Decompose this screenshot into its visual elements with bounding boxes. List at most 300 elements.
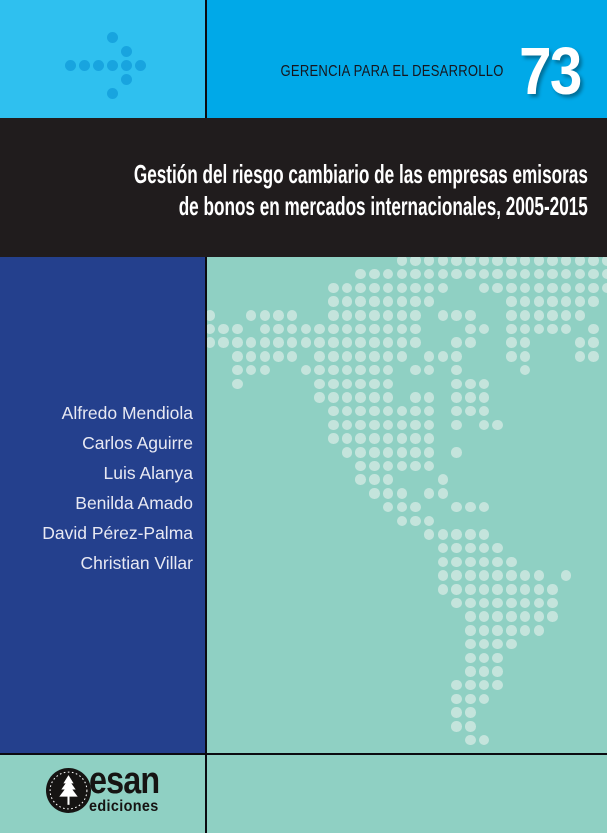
map-dot bbox=[410, 310, 421, 321]
map-dot bbox=[342, 296, 353, 307]
arrow-dot bbox=[93, 60, 104, 71]
map-dot bbox=[383, 337, 394, 348]
map-dot bbox=[575, 257, 586, 266]
map-dot bbox=[260, 351, 271, 362]
map-dot bbox=[301, 365, 312, 376]
map-dot bbox=[479, 584, 490, 595]
map-dot bbox=[342, 392, 353, 403]
map-dot bbox=[383, 365, 394, 376]
map-dot bbox=[492, 420, 503, 431]
map-dot bbox=[328, 392, 339, 403]
map-dot bbox=[397, 296, 408, 307]
map-dot bbox=[602, 257, 607, 266]
map-dot bbox=[369, 420, 380, 431]
map-dot bbox=[588, 351, 599, 362]
map-dot bbox=[397, 420, 408, 431]
title-band bbox=[0, 118, 607, 257]
map-dot bbox=[492, 653, 503, 664]
map-dot bbox=[492, 257, 503, 266]
map-dot bbox=[260, 310, 271, 321]
map-dot bbox=[424, 461, 435, 472]
map-dot bbox=[520, 283, 531, 294]
map-dot bbox=[451, 379, 462, 390]
arrow-dot bbox=[107, 88, 118, 99]
map-dot bbox=[410, 420, 421, 431]
map-dot bbox=[424, 257, 435, 266]
map-dot bbox=[355, 433, 366, 444]
map-dot bbox=[465, 625, 476, 636]
map-dot bbox=[465, 392, 476, 403]
map-dot bbox=[369, 337, 380, 348]
arrow-dot bbox=[107, 60, 118, 71]
map-dot bbox=[383, 474, 394, 485]
map-dot bbox=[479, 502, 490, 513]
author-name: Benilda Amado bbox=[75, 493, 193, 513]
map-dot bbox=[355, 474, 366, 485]
map-dot bbox=[369, 488, 380, 499]
arrow-dot bbox=[121, 74, 132, 85]
map-dot bbox=[355, 392, 366, 403]
map-dot bbox=[465, 666, 476, 677]
map-dot bbox=[383, 488, 394, 499]
map-dot bbox=[397, 324, 408, 335]
map-dot bbox=[479, 680, 490, 691]
map-dot bbox=[328, 379, 339, 390]
map-dot bbox=[547, 324, 558, 335]
map-dot bbox=[492, 666, 503, 677]
map-dot bbox=[465, 324, 476, 335]
map-dot bbox=[506, 351, 517, 362]
map-dot bbox=[355, 296, 366, 307]
map-dot bbox=[397, 269, 408, 280]
author-name: David Pérez-Palma bbox=[42, 523, 193, 543]
publisher-block bbox=[0, 755, 205, 833]
map-dot bbox=[451, 529, 462, 540]
map-dot bbox=[561, 269, 572, 280]
map-dot bbox=[410, 269, 421, 280]
map-dot bbox=[369, 433, 380, 444]
map-dot bbox=[287, 324, 298, 335]
map-dot bbox=[534, 283, 545, 294]
map-dot bbox=[561, 296, 572, 307]
map-dot bbox=[547, 598, 558, 609]
map-dot bbox=[492, 598, 503, 609]
publisher-wordmark bbox=[89, 760, 172, 815]
map-dot bbox=[588, 257, 599, 266]
map-dot bbox=[397, 406, 408, 417]
map-dot bbox=[547, 584, 558, 595]
map-dot bbox=[465, 557, 476, 568]
map-dot bbox=[273, 310, 284, 321]
map-dot bbox=[342, 433, 353, 444]
map-dot bbox=[451, 543, 462, 554]
map-dot bbox=[465, 337, 476, 348]
map-dot bbox=[506, 557, 517, 568]
map-dot bbox=[479, 735, 490, 746]
map-dot bbox=[369, 474, 380, 485]
map-dot bbox=[451, 721, 462, 732]
map-dot bbox=[534, 310, 545, 321]
map-dot bbox=[424, 365, 435, 376]
map-dot bbox=[246, 310, 257, 321]
map-dot bbox=[424, 433, 435, 444]
map-dot bbox=[479, 543, 490, 554]
map-dot bbox=[479, 324, 490, 335]
map-dot bbox=[383, 392, 394, 403]
map-dot bbox=[207, 310, 215, 321]
map-dot bbox=[520, 351, 531, 362]
map-dot bbox=[438, 570, 449, 581]
map-dot bbox=[328, 351, 339, 362]
map-dot bbox=[218, 337, 229, 348]
map-dot bbox=[479, 557, 490, 568]
map-dot bbox=[451, 598, 462, 609]
map-dot bbox=[506, 337, 517, 348]
esan-tree-seal-icon bbox=[46, 768, 91, 813]
map-dot bbox=[246, 337, 257, 348]
map-dot bbox=[383, 283, 394, 294]
map-dot bbox=[588, 283, 599, 294]
map-dot bbox=[260, 324, 271, 335]
map-dot bbox=[273, 351, 284, 362]
map-dot bbox=[232, 337, 243, 348]
map-dot bbox=[207, 324, 215, 335]
map-dot bbox=[314, 324, 325, 335]
map-dot bbox=[410, 516, 421, 527]
map-dot bbox=[207, 337, 215, 348]
arrow-dot bbox=[135, 60, 146, 71]
map-dot bbox=[355, 379, 366, 390]
map-dot bbox=[547, 310, 558, 321]
series-title: GERENCIA PARA EL DESARROLLO bbox=[280, 63, 504, 80]
map-dot bbox=[328, 433, 339, 444]
arrow-dot bbox=[121, 60, 132, 71]
map-dot bbox=[479, 283, 490, 294]
map-dot bbox=[383, 351, 394, 362]
map-dot bbox=[342, 447, 353, 458]
map-dot bbox=[534, 570, 545, 581]
map-dot bbox=[410, 461, 421, 472]
map-dot bbox=[465, 611, 476, 622]
map-dot bbox=[492, 625, 503, 636]
map-dot bbox=[328, 283, 339, 294]
map-dot bbox=[520, 611, 531, 622]
map-dot bbox=[451, 351, 462, 362]
map-dot bbox=[479, 694, 490, 705]
map-dot bbox=[534, 598, 545, 609]
arrow-dot bbox=[65, 60, 76, 71]
map-dot bbox=[369, 365, 380, 376]
map-dot bbox=[534, 324, 545, 335]
map-dot bbox=[451, 584, 462, 595]
map-dot bbox=[520, 310, 531, 321]
map-dot bbox=[355, 351, 366, 362]
map-dot bbox=[547, 611, 558, 622]
map-dot bbox=[314, 379, 325, 390]
map-dot bbox=[465, 721, 476, 732]
map-dot bbox=[575, 283, 586, 294]
map-dot bbox=[438, 474, 449, 485]
map-dot bbox=[342, 365, 353, 376]
author-name: Christian Villar bbox=[80, 553, 193, 573]
map-dot bbox=[342, 406, 353, 417]
map-dot bbox=[451, 680, 462, 691]
map-dot bbox=[588, 324, 599, 335]
map-dot bbox=[424, 529, 435, 540]
map-dot bbox=[424, 269, 435, 280]
map-dot bbox=[451, 502, 462, 513]
map-dot bbox=[355, 447, 366, 458]
map-dot bbox=[438, 543, 449, 554]
map-dot bbox=[492, 283, 503, 294]
map-dot bbox=[588, 296, 599, 307]
map-dot bbox=[465, 598, 476, 609]
map-dot bbox=[342, 310, 353, 321]
map-dot bbox=[492, 639, 503, 650]
map-dot bbox=[397, 447, 408, 458]
map-dot bbox=[232, 365, 243, 376]
map-dot bbox=[492, 680, 503, 691]
map-dot bbox=[410, 433, 421, 444]
map-dot bbox=[479, 570, 490, 581]
map-dot bbox=[479, 653, 490, 664]
map-dot bbox=[506, 639, 517, 650]
map-dot bbox=[328, 406, 339, 417]
map-dot bbox=[410, 337, 421, 348]
map-dot bbox=[451, 365, 462, 376]
map-dot bbox=[561, 324, 572, 335]
map-dot bbox=[479, 611, 490, 622]
map-dot bbox=[534, 296, 545, 307]
footer-right-blank bbox=[207, 755, 607, 833]
map-dot bbox=[438, 584, 449, 595]
map-dot bbox=[410, 502, 421, 513]
book-title bbox=[134, 158, 588, 222]
authors-list bbox=[42, 398, 193, 578]
map-dot bbox=[575, 269, 586, 280]
map-dot bbox=[260, 337, 271, 348]
map-dot bbox=[547, 296, 558, 307]
map-dot bbox=[369, 283, 380, 294]
map-dot bbox=[369, 351, 380, 362]
map-dot bbox=[561, 257, 572, 266]
map-dot bbox=[465, 694, 476, 705]
map-dot bbox=[438, 529, 449, 540]
author-name: Luis Alanya bbox=[103, 463, 193, 483]
map-dot bbox=[314, 365, 325, 376]
arrow-dot bbox=[121, 46, 132, 57]
map-dot bbox=[479, 639, 490, 650]
map-dot bbox=[301, 337, 312, 348]
map-dot bbox=[588, 337, 599, 348]
map-dot bbox=[451, 257, 462, 266]
map-dot bbox=[547, 257, 558, 266]
map-dot bbox=[534, 269, 545, 280]
map-dot bbox=[397, 433, 408, 444]
map-dot bbox=[424, 406, 435, 417]
map-dot bbox=[520, 584, 531, 595]
map-dot bbox=[561, 310, 572, 321]
map-dot bbox=[342, 351, 353, 362]
map-dot bbox=[273, 337, 284, 348]
map-dot bbox=[520, 296, 531, 307]
map-dot bbox=[479, 257, 490, 266]
map-dot bbox=[397, 310, 408, 321]
map-dot bbox=[369, 310, 380, 321]
map-dot bbox=[506, 598, 517, 609]
map-dot bbox=[369, 324, 380, 335]
ediciones-label: ediciones bbox=[89, 798, 159, 815]
map-dot bbox=[410, 324, 421, 335]
map-dot bbox=[465, 529, 476, 540]
map-dot bbox=[383, 379, 394, 390]
map-dot bbox=[451, 269, 462, 280]
esan-arrow-logo-block bbox=[0, 0, 205, 118]
map-dot bbox=[520, 598, 531, 609]
map-dot bbox=[342, 379, 353, 390]
map-dot bbox=[451, 570, 462, 581]
map-dot bbox=[465, 406, 476, 417]
map-dot bbox=[575, 296, 586, 307]
map-dot bbox=[328, 365, 339, 376]
map-dot bbox=[534, 257, 545, 266]
map-dot bbox=[410, 406, 421, 417]
map-dot bbox=[383, 310, 394, 321]
map-dot bbox=[369, 406, 380, 417]
map-dot bbox=[492, 611, 503, 622]
map-dot bbox=[506, 324, 517, 335]
map-dot bbox=[424, 488, 435, 499]
map-dot bbox=[328, 324, 339, 335]
series-block bbox=[207, 0, 607, 118]
map-dot bbox=[492, 269, 503, 280]
map-dot bbox=[575, 351, 586, 362]
map-dot bbox=[479, 392, 490, 403]
map-dot bbox=[451, 337, 462, 348]
map-dot bbox=[506, 310, 517, 321]
map-dot bbox=[355, 365, 366, 376]
map-dot bbox=[424, 296, 435, 307]
map-dot bbox=[260, 365, 271, 376]
map-dot bbox=[232, 351, 243, 362]
map-dot bbox=[355, 324, 366, 335]
map-dot bbox=[479, 379, 490, 390]
map-dot bbox=[588, 269, 599, 280]
map-dot bbox=[369, 296, 380, 307]
map-dot bbox=[232, 324, 243, 335]
map-dot bbox=[383, 461, 394, 472]
map-dot bbox=[492, 584, 503, 595]
map-dot bbox=[465, 379, 476, 390]
map-dot bbox=[438, 269, 449, 280]
map-dot bbox=[314, 392, 325, 403]
map-dot bbox=[465, 543, 476, 554]
map-dot bbox=[534, 625, 545, 636]
map-dot bbox=[383, 296, 394, 307]
map-dot bbox=[506, 584, 517, 595]
map-dot bbox=[314, 351, 325, 362]
map-dot bbox=[465, 707, 476, 718]
map-dot bbox=[369, 447, 380, 458]
authors-column bbox=[0, 257, 205, 753]
map-dot bbox=[520, 365, 531, 376]
map-dot bbox=[355, 283, 366, 294]
map-dot bbox=[410, 283, 421, 294]
map-dot bbox=[506, 257, 517, 266]
map-dot bbox=[301, 324, 312, 335]
map-dot bbox=[479, 420, 490, 431]
map-dot bbox=[479, 666, 490, 677]
map-dot bbox=[438, 488, 449, 499]
map-dot bbox=[410, 447, 421, 458]
map-dot bbox=[287, 337, 298, 348]
map-dot bbox=[451, 694, 462, 705]
map-dot bbox=[397, 516, 408, 527]
arrow-dot bbox=[107, 32, 118, 43]
map-dot bbox=[424, 392, 435, 403]
map-dot bbox=[369, 269, 380, 280]
map-dot bbox=[342, 324, 353, 335]
map-dot bbox=[506, 296, 517, 307]
map-dot bbox=[424, 283, 435, 294]
map-dot bbox=[506, 570, 517, 581]
map-dot bbox=[410, 365, 421, 376]
map-dot bbox=[287, 310, 298, 321]
esan-wordmark: esan bbox=[89, 760, 160, 802]
map-dot bbox=[383, 269, 394, 280]
map-dot bbox=[424, 447, 435, 458]
map-dot bbox=[465, 680, 476, 691]
series-number: 73 bbox=[519, 33, 581, 109]
map-dot bbox=[314, 337, 325, 348]
map-dot bbox=[561, 283, 572, 294]
map-dot bbox=[465, 502, 476, 513]
map-dot bbox=[602, 269, 607, 280]
map-dot bbox=[328, 310, 339, 321]
map-dot bbox=[397, 461, 408, 472]
map-dot bbox=[492, 543, 503, 554]
map-dot bbox=[273, 324, 284, 335]
map-dot bbox=[520, 324, 531, 335]
map-dot bbox=[465, 310, 476, 321]
footer-row bbox=[0, 755, 607, 833]
map-dot bbox=[383, 447, 394, 458]
map-dot bbox=[465, 653, 476, 664]
map-dot bbox=[342, 420, 353, 431]
map-dot bbox=[506, 283, 517, 294]
map-dot bbox=[424, 420, 435, 431]
map-dot bbox=[287, 351, 298, 362]
map-dot bbox=[602, 283, 607, 294]
map-dot bbox=[492, 557, 503, 568]
map-dot bbox=[438, 283, 449, 294]
map-dot bbox=[410, 392, 421, 403]
map-dot bbox=[479, 598, 490, 609]
map-dot bbox=[328, 337, 339, 348]
map-dot bbox=[506, 611, 517, 622]
map-dot bbox=[451, 707, 462, 718]
map-dot bbox=[438, 557, 449, 568]
map-dot bbox=[355, 461, 366, 472]
header-row bbox=[0, 0, 607, 118]
map-dot bbox=[383, 324, 394, 335]
map-dot bbox=[342, 283, 353, 294]
map-dot bbox=[479, 406, 490, 417]
map-dot bbox=[397, 488, 408, 499]
map-dot bbox=[424, 351, 435, 362]
map-dot bbox=[397, 283, 408, 294]
map-dot bbox=[410, 257, 421, 266]
